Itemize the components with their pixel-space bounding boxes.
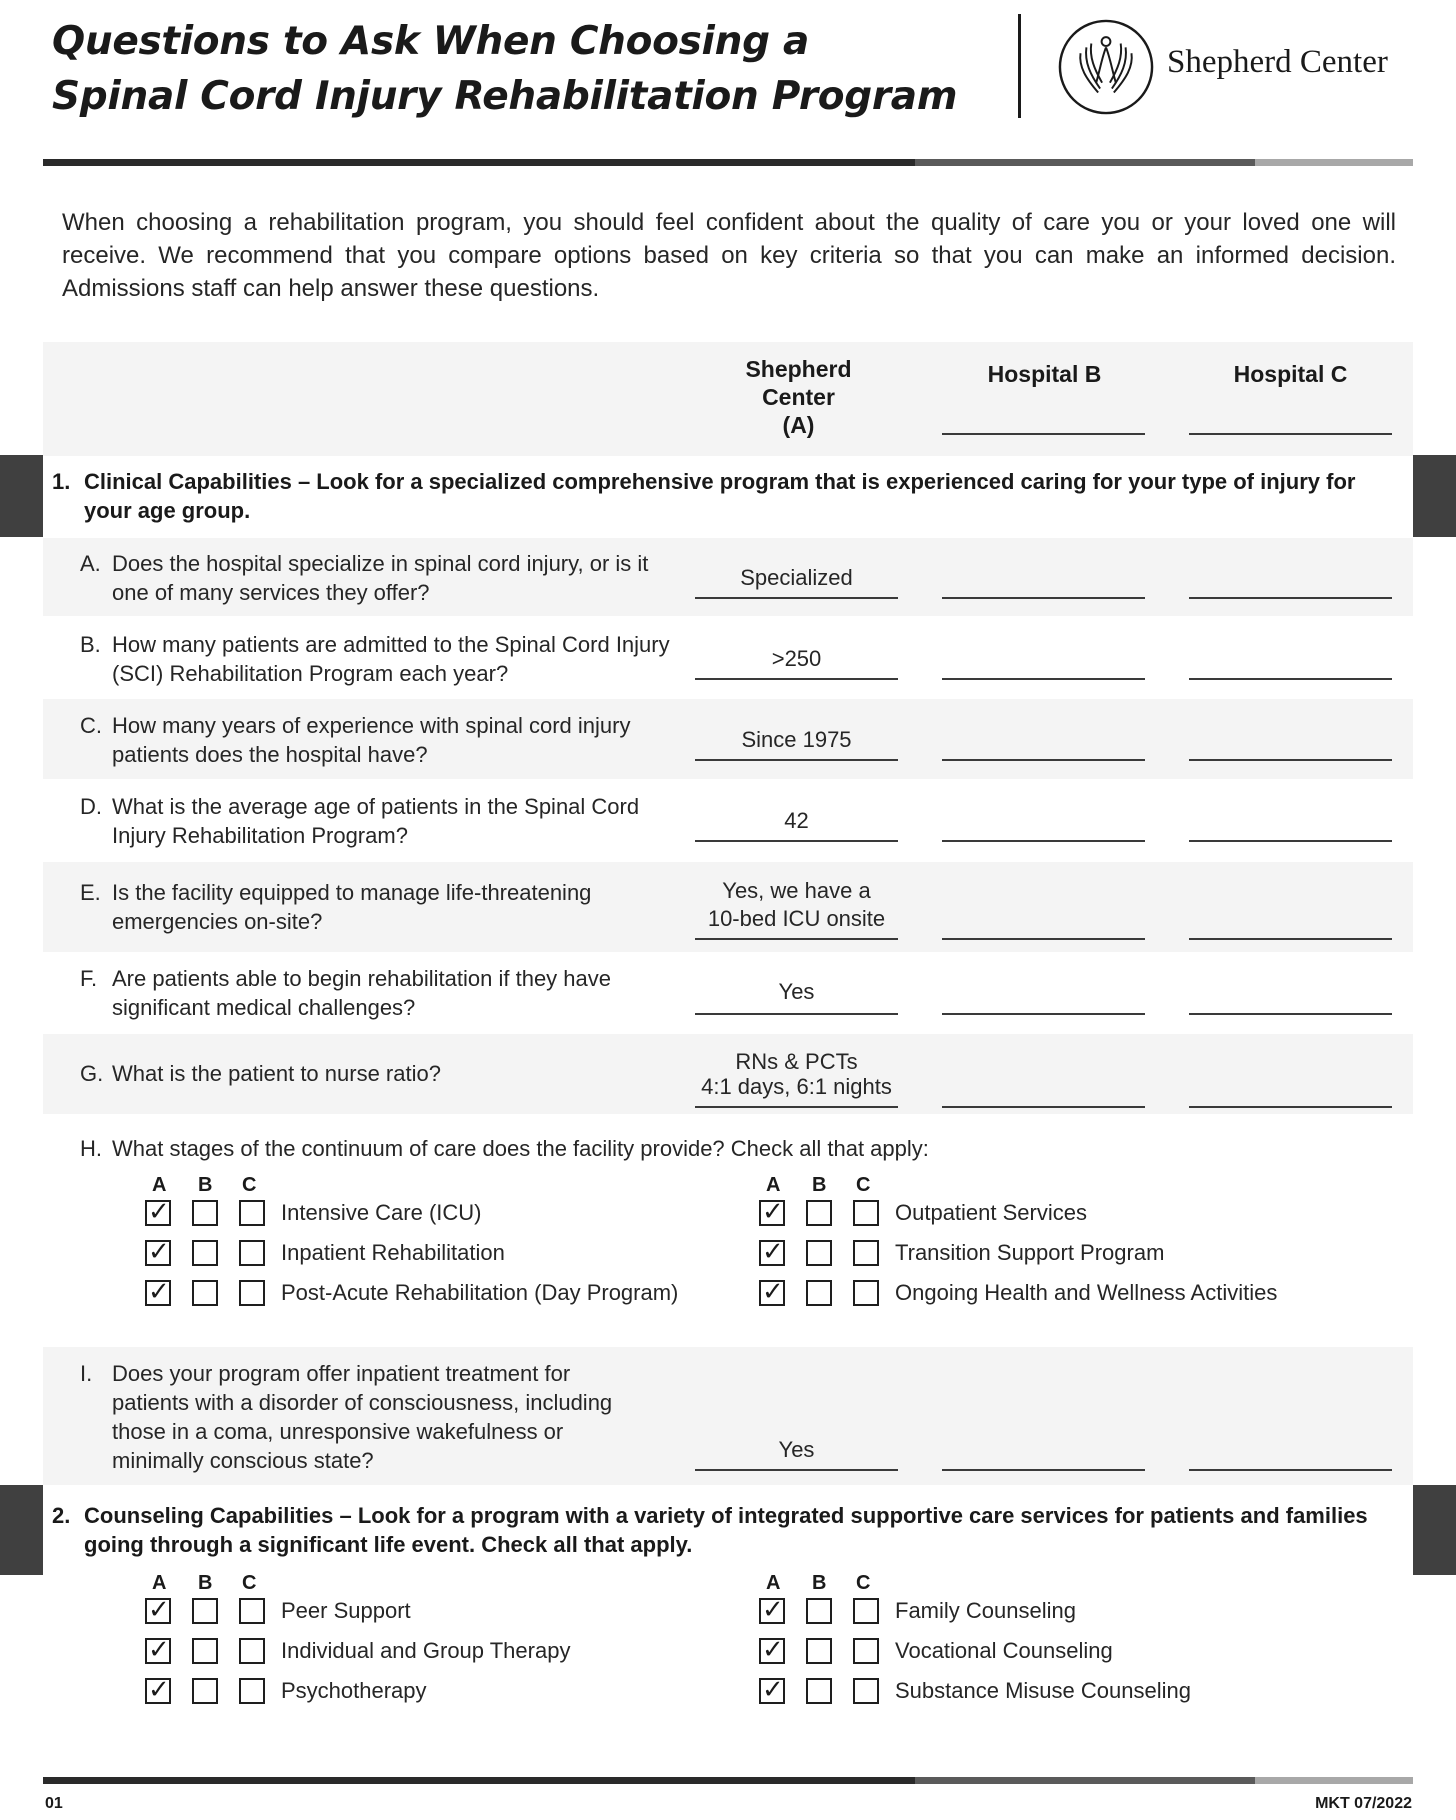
- checkmark-icon: ✓: [762, 1197, 784, 1227]
- section-2-marker-right: [1413, 1485, 1456, 1575]
- header-rule: [43, 159, 1413, 166]
- checkmark-icon: ✓: [148, 1675, 170, 1705]
- question-b: B. How many patients are admitted to the Spinal Cord Injury (SCI) Rehabilitation Program each year?: [80, 632, 670, 686]
- checkmark-icon: ✓: [148, 1635, 170, 1665]
- counseling-left-label-2: Individual and Group Therapy: [281, 1638, 571, 1663]
- checkmark-icon: ✓: [762, 1237, 784, 1267]
- answer-f-shepherd-line: [695, 1013, 898, 1015]
- care-stages-right-checkbox-3-a[interactable]: [759, 1277, 785, 1307]
- answer-f-hospital-b-field[interactable]: [942, 1013, 1145, 1015]
- answer-c-hospital-b-field[interactable]: [942, 759, 1145, 761]
- question-i: I. Does your program offer inpatient treatment for patients with a disorder of consciousness, including those in a coma, unresponsive wakefulness or minimally conscious state?: [80, 1361, 613, 1473]
- answer-f-hospital-c-field[interactable]: [1189, 1013, 1392, 1015]
- care-stages-left-checkbox-3-c[interactable]: [239, 1280, 265, 1306]
- counseling-left-checkbox-2-c[interactable]: [239, 1638, 265, 1664]
- hospital-b-name-field[interactable]: [942, 433, 1145, 435]
- answer-f-shepherd: Yes: [778, 979, 815, 1004]
- care-stages-right-header-b: B: [812, 1174, 827, 1196]
- care-stages-right-checkbox-2-b[interactable]: [806, 1240, 832, 1266]
- counseling-left-checkbox-1-a[interactable]: [145, 1595, 171, 1625]
- care-stages-right-label-1: Outpatient Services: [895, 1200, 1087, 1225]
- care-stages-right-checkbox-2-c[interactable]: [853, 1240, 879, 1266]
- counseling-left-checkbox-1-c[interactable]: [239, 1598, 265, 1624]
- checkmark-icon: ✓: [148, 1237, 170, 1267]
- care-stages-right-label-3: Ongoing Health and Wellness Activities: [895, 1280, 1278, 1305]
- answer-d-shepherd: 42: [784, 808, 809, 833]
- care-stages-left-checkbox-2-c[interactable]: [239, 1240, 265, 1266]
- hands-figure-icon: [1057, 18, 1155, 116]
- question-f: F. Are patients able to begin rehabilitation if they have significant medical challenges?: [80, 966, 611, 1020]
- counseling-left-checkbox-1-b[interactable]: [192, 1598, 218, 1624]
- counseling-left-header-a: A: [152, 1572, 167, 1594]
- care-stages-left-label-3: Post-Acute Rehabilitation (Day Program): [281, 1280, 679, 1305]
- answer-d-hospital-c-field[interactable]: [1189, 840, 1392, 842]
- page-number: 01: [45, 1795, 63, 1812]
- care-stages-right-checkbox-2-a[interactable]: [759, 1237, 785, 1267]
- answer-d-hospital-b-field[interactable]: [942, 840, 1145, 842]
- care-stages-left-checkbox-2-a[interactable]: [145, 1237, 171, 1267]
- counseling-left-checkbox-3-c[interactable]: [239, 1678, 265, 1704]
- care-stages-right-checkbox-3-c[interactable]: [853, 1280, 879, 1306]
- care-stages-left-label-1: Intensive Care (ICU): [281, 1200, 482, 1225]
- answer-c-hospital-c-field[interactable]: [1189, 759, 1392, 761]
- care-stages-right-checkbox-1-a[interactable]: [759, 1197, 785, 1227]
- answer-i-shepherd-line: [695, 1469, 898, 1471]
- footer-rule: [43, 1777, 1413, 1784]
- question-a: A. Does the hospital specialize in spinal cord injury, or is it one of many services they offer?: [80, 551, 649, 605]
- column-header-hospital-c: Hospital C: [1233, 361, 1348, 387]
- counseling-left-checkbox-2-b[interactable]: [192, 1638, 218, 1664]
- counseling-right-checkbox-3-c[interactable]: [853, 1678, 879, 1704]
- care-stages-left-header-c: C: [242, 1174, 257, 1196]
- intro-paragraph: When choosing a rehabilitation program, you should feel confident about the quality of care you or your loved one will receive. We recommend that you compare options based on key criteria so that you can make an informed decision. Admissions staff can help answer these questions.: [62, 209, 1396, 302]
- care-stages-left-checkbox-1-b[interactable]: [192, 1200, 218, 1226]
- question-g: G. What is the patient to nurse ratio?: [80, 1061, 441, 1086]
- checkmark-icon: ✓: [762, 1635, 784, 1665]
- checkmark-icon: ✓: [148, 1277, 170, 1307]
- checkmark-icon: ✓: [762, 1277, 784, 1307]
- checkmark-icon: ✓: [148, 1595, 170, 1625]
- answer-g-shepherd-line: [695, 1106, 898, 1108]
- question-c: C. How many years of experience with spinal cord injury patients does the hospital have?: [80, 713, 631, 767]
- hospital-c-name-field[interactable]: [1189, 433, 1392, 435]
- counseling-right-label-1: Family Counseling: [895, 1598, 1076, 1623]
- care-stages-left-checkbox-1-a[interactable]: [145, 1197, 171, 1227]
- counseling-left-header-c: C: [242, 1572, 257, 1594]
- answer-d-shepherd-line: [695, 840, 898, 842]
- counseling-right-header-b: B: [812, 1572, 827, 1594]
- checkmark-icon: ✓: [762, 1595, 784, 1625]
- care-stages-left-header-a: A: [152, 1174, 167, 1196]
- care-stages-left-checkbox-1-c[interactable]: [239, 1200, 265, 1226]
- answer-a-hospital-b-field[interactable]: [942, 597, 1145, 599]
- counseling-left-checkbox-3-b[interactable]: [192, 1678, 218, 1704]
- column-header-hospital-b: Hospital B: [987, 361, 1102, 387]
- answer-i-hospital-c-field[interactable]: [1189, 1469, 1392, 1471]
- section-1-heading: 1. Clinical Capabilities – Look for a specialized comprehensive program that is experienced caring for your type of injury for your age group.: [52, 469, 1356, 523]
- section-1-marker-right: [1413, 455, 1456, 537]
- document-code: MKT 07/2022: [1315, 1795, 1412, 1812]
- care-stages-right-header-a: A: [766, 1174, 781, 1196]
- counseling-right-label-2: Vocational Counseling: [895, 1638, 1113, 1663]
- question-d: D. What is the average age of patients in the Spinal Cord Injury Rehabilitation Program?: [80, 794, 640, 848]
- answer-e-hospital-c-field[interactable]: [1189, 938, 1392, 940]
- answer-i-hospital-b-field[interactable]: [942, 1469, 1145, 1471]
- care-stages-left-checkbox-2-b[interactable]: [192, 1240, 218, 1266]
- section-2-marker-left: [0, 1485, 43, 1575]
- care-stages-right-checkbox-3-b[interactable]: [806, 1280, 832, 1306]
- logo-text: Shepherd Center: [1167, 44, 1388, 80]
- answer-b-shepherd-line: [695, 678, 898, 680]
- counseling-right-checkbox-3-b[interactable]: [806, 1678, 832, 1704]
- header-divider: [1018, 14, 1021, 118]
- care-stages-right-label-2: Transition Support Program: [895, 1240, 1165, 1265]
- answer-b-shepherd: >250: [771, 646, 822, 671]
- checkmark-icon: ✓: [762, 1675, 784, 1705]
- counseling-right-label-3: Substance Misuse Counseling: [895, 1678, 1191, 1703]
- answer-g-hospital-c-field[interactable]: [1189, 1106, 1392, 1108]
- answer-e-shepherd-line: [695, 938, 898, 940]
- answer-c-shepherd: Since 1975: [741, 727, 852, 752]
- answer-e-hospital-b-field[interactable]: [942, 938, 1145, 940]
- answer-a-shepherd-line: [695, 597, 898, 599]
- counseling-left-header-b: B: [198, 1572, 213, 1594]
- column-header-shepherd: Shepherd Center (A): [745, 356, 852, 438]
- counseling-right-header-a: A: [766, 1572, 781, 1594]
- answer-g-shepherd: RNs & PCTs 4:1 days, 6:1 nights: [701, 1049, 892, 1099]
- answer-g-hospital-b-field[interactable]: [942, 1106, 1145, 1108]
- answer-c-shepherd-line: [695, 759, 898, 761]
- care-stages-left-header-b: B: [198, 1174, 213, 1196]
- counseling-right-checkbox-2-c[interactable]: [853, 1638, 879, 1664]
- title-line-1: Questions to Ask When Choosing a: [52, 19, 809, 64]
- counseling-left-label-1: Peer Support: [281, 1598, 411, 1623]
- counseling-right-checkbox-1-c[interactable]: [853, 1598, 879, 1624]
- answer-b-hospital-c-field[interactable]: [1189, 678, 1392, 680]
- care-stages-right-checkbox-1-c[interactable]: [853, 1200, 879, 1226]
- answer-a-shepherd: Specialized: [740, 565, 853, 590]
- care-stages-left-checkbox-3-a[interactable]: [145, 1277, 171, 1307]
- page-title: [52, 14, 957, 124]
- counseling-right-checkbox-2-a[interactable]: [759, 1635, 785, 1665]
- answer-a-hospital-c-field[interactable]: [1189, 597, 1392, 599]
- answer-i-shepherd: Yes: [778, 1437, 815, 1462]
- answer-e-shepherd: Yes, we have a 10-bed ICU onsite: [707, 878, 886, 931]
- counseling-left-checkbox-2-a[interactable]: [145, 1635, 171, 1665]
- counseling-right-header-c: C: [856, 1572, 871, 1594]
- section-1-marker-left: [0, 455, 43, 537]
- question-e: E. Is the facility equipped to manage life-threatening emergencies on-site?: [80, 880, 592, 934]
- care-stages-left-checkbox-3-b[interactable]: [192, 1280, 218, 1306]
- answer-b-hospital-b-field[interactable]: [942, 678, 1145, 680]
- counseling-right-checkbox-2-b[interactable]: [806, 1638, 832, 1664]
- care-stages-right-header-c: C: [856, 1174, 871, 1196]
- checkmark-icon: ✓: [148, 1197, 170, 1227]
- counseling-right-checkbox-1-b[interactable]: [806, 1598, 832, 1624]
- counseling-right-checkbox-1-a[interactable]: [759, 1595, 785, 1625]
- section-2-heading: 2. Counseling Capabilities – Look for a program with a variety of integrated supportive care services for patients and families going through a significant life event. Check all that apply.: [52, 1503, 1368, 1557]
- care-stages-left-label-2: Inpatient Rehabilitation: [281, 1240, 505, 1265]
- counseling-right-checkbox-3-a[interactable]: [759, 1675, 785, 1705]
- counseling-left-label-3: Psychotherapy: [281, 1678, 427, 1703]
- title-line-2: Spinal Cord Injury Rehabilitation Program: [52, 74, 958, 119]
- care-stages-right-checkbox-1-b[interactable]: [806, 1200, 832, 1226]
- question-h: H. What stages of the continuum of care does the facility provide? Check all that apply:: [80, 1136, 929, 1161]
- counseling-left-checkbox-3-a[interactable]: [145, 1675, 171, 1705]
